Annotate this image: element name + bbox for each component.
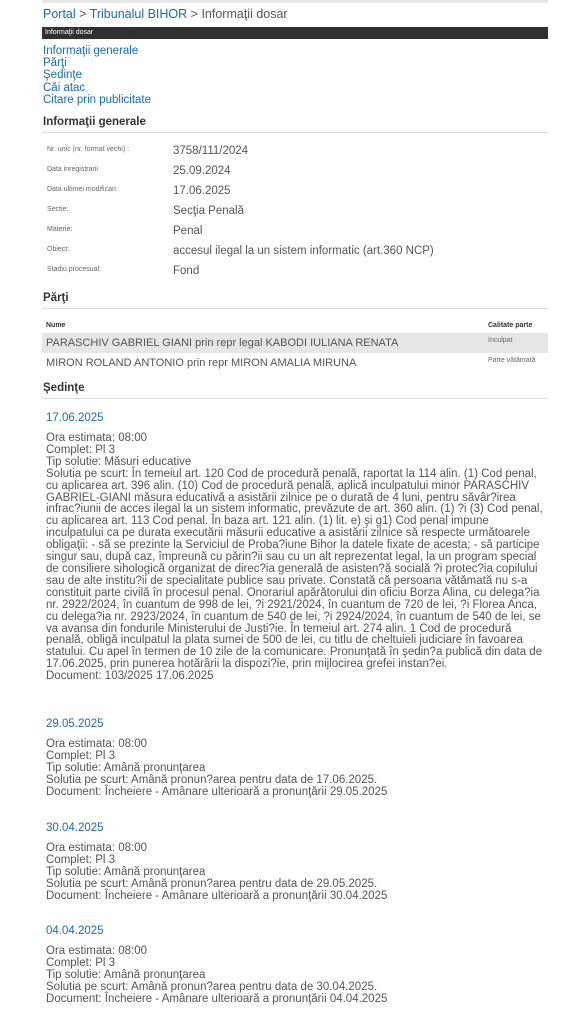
info-row-matter xyxy=(42,225,548,245)
hearing-date: 29.05.2025 xyxy=(46,718,104,730)
info-value: accesul ilegal la un sistem informatic (art.360 NCP) xyxy=(173,245,434,257)
info-row-procedural-stage xyxy=(42,265,548,285)
nav-link-hearings[interactable]: Şedinţe xyxy=(43,69,83,82)
info-row-last-modified xyxy=(42,185,548,205)
section-title-hearings: Şedinţe xyxy=(43,382,85,394)
party-name: PARASCHIV GABRIEL GIANI prin repr legal KABODI IULIANA RENATA xyxy=(46,337,399,349)
breadcrumb xyxy=(43,7,288,21)
party-role: Parte vătămată xyxy=(488,357,536,364)
info-value: 3758/111/2024 xyxy=(173,145,249,157)
hearing-date: 04.04.2025 xyxy=(46,925,104,937)
column-header-role: Calitate parte xyxy=(488,322,533,329)
breadcrumb-separator: > xyxy=(187,7,202,21)
hearing-date: 30.04.2025 xyxy=(46,822,104,834)
info-label: Data inregistrarii xyxy=(47,166,98,173)
hearing-document: Document: Încheiere - Amânare ulterioară a pronunţării 29.05.2025 xyxy=(46,785,388,798)
info-value: 17.06.2025 xyxy=(173,185,231,197)
info-value: Penal xyxy=(173,225,203,237)
breadcrumb-portal-link[interactable]: Portal xyxy=(43,7,76,21)
hearing-panel: Complet: Pl 3 xyxy=(46,956,116,969)
table-row xyxy=(42,333,548,353)
hearing-entry xyxy=(46,925,546,1006)
section-title-parties: Părţi xyxy=(43,292,69,304)
hearing-date: 17.06.2025 xyxy=(46,412,104,424)
party-name: MIRON ROLAND ANTONIO prin repr MIRON AMALIA MIRUNA xyxy=(46,357,357,369)
info-row-registration-date xyxy=(42,165,548,185)
hearing-document: Document: Încheiere - Amânare ulterioară a pronunţării 30.04.2025 xyxy=(46,889,388,902)
column-header-name: Nume xyxy=(46,322,66,329)
breadcrumb-separator: > xyxy=(75,7,90,21)
table-row xyxy=(42,353,548,373)
breadcrumb-court-link[interactable]: Tribunalul BIHOR xyxy=(89,7,188,21)
hearing-panel: Complet: Pl 3 xyxy=(46,853,116,866)
hearing-document: Document: 103/2025 17.06.2025 xyxy=(46,670,214,683)
panel-header: Informaţii dosar xyxy=(42,27,548,39)
hearing-entry xyxy=(46,412,546,683)
info-value: Secţia Penală xyxy=(173,205,244,217)
hearing-solution-summary: Solutia pe scurt: Amână pronun?area pentru data de 30.04.2025. xyxy=(46,980,378,993)
hearing-solution-type: Tip solutie: Măsuri educative xyxy=(46,455,192,468)
info-value: 25.09.2024 xyxy=(173,165,231,177)
info-label: Stadiu procesual: xyxy=(47,266,102,273)
hearing-time: Ora estimata: 08:00 xyxy=(46,842,147,854)
top-divider xyxy=(42,0,548,3)
hearing-solution-summary: Solutia pe scurt: Amână pronun?area pentru data de 17.06.2025. xyxy=(46,773,378,786)
section-divider xyxy=(42,132,548,133)
nav-link-public-summons[interactable]: Citare prin publicitate xyxy=(43,93,152,106)
info-value: Fond xyxy=(173,265,200,277)
hearing-entry xyxy=(46,822,546,903)
hearing-solution-type: Tip solutie: Amână pronunţarea xyxy=(46,865,206,878)
info-row-object xyxy=(42,245,548,265)
info-label: Obiect: xyxy=(47,246,70,253)
section-title-general-info: Informaţii generale xyxy=(43,116,146,128)
info-label: Materie: xyxy=(47,226,73,233)
hearing-time: Ora estimata: 08:00 xyxy=(46,432,147,444)
hearing-solution-type: Tip solutie: Amână pronunţarea xyxy=(46,761,206,774)
section-nav xyxy=(43,45,151,106)
nav-link-appeals[interactable]: Căi atac xyxy=(43,81,86,94)
hearing-entry xyxy=(46,718,546,799)
breadcrumb-current: Informaţii dosar xyxy=(201,7,288,21)
hearing-solution-summary: Solutia pe scurt: În temeiul art. 120 Cod de procedură penală, raportat la 114 alin. (1) Cod penal, cu aplicarea art. 396 alin. (10) Cod de procedură penală, aplică inculpatului minor PARASCHIV GABRIEL-GIANI măsura educativă a asistării zilnice pe o durată de 4 luni, pentru săvâr?irea infrac?iunii de acces ilegal la un sistem informatic, prevăzute de art. 360 alin. (1) ?i (3) Cod penal, cu aplicarea art. 113 Cod penal. În baza art. 121 alin. (1) lit. e) şi g1) Cod penal impune inculpatului ca pe durata executării măsurii educative a asistării zilnice să respecte următoarele obligaţii: - să se prezinte la Serviciul de Proba?iune Bihor la datele fixate de acesta; - să participe singur sau, după caz, împreună cu părin?ii sau cu un alt reprezentat legal, la un program special de consiliere sihologică organizat de direc?ia generală de asisten?ă socială ?i protec?ia copilului sau de alte institu?ii de specialitate publice sau private. Constată că persoana vătămată nu s-a constituit parte civilă în procesul penal. Onorariul apărătorului din oficiu Borza Alina, cu delega?ia nr. 2922/2024, în cuantum de 998 de lei, ?i 2921/2024, în cuantum de 720 de lei, ?i Florea Anca, cu delega?ia nr. 2923/2024, în cuantum de 540 de lei, ?i 2924/2024, în cuantum de 540 de lei, se va avansa din fondurile Ministerului de Justi?ie. În temeiul art. 274 alin. 1 Cod de procedură penală, obligă inculpatul la plata sumei de 500 de lei, cu titlu de cheltuieli judiciare în favoarea statului. Cu apel în termen de 10 zile de la comunicare. Pronunţată în şedin?a publică din data de 17.06.2025, prin punerea hotărârii la dispozi?ie, prin mijlocirea grefei instan?ei. xyxy=(46,467,543,671)
hearing-time: Ora estimata: 08:00 xyxy=(46,945,147,957)
info-label: Sectie: xyxy=(47,206,69,213)
hearing-panel: Complet: Pl 3 xyxy=(46,443,116,456)
section-divider xyxy=(42,398,548,399)
info-row-case-number xyxy=(42,145,548,165)
hearing-solution-summary: Solutia pe scurt: Amână pronun?area pentru data de 29.05.2025. xyxy=(46,877,378,890)
info-row-section xyxy=(42,205,548,225)
nav-link-parties[interactable]: Părţi xyxy=(43,57,67,70)
party-role: Inculpat xyxy=(488,337,513,344)
hearing-document: Document: Încheiere - Amânare ulterioară a pronunţării 04.04.2025 xyxy=(46,992,388,1005)
info-label: Nr. unic (nr. format vechi) : xyxy=(47,146,130,153)
hearing-time: Ora estimata: 08:00 xyxy=(46,738,147,750)
section-divider xyxy=(42,308,548,309)
hearing-panel: Complet: Pl 3 xyxy=(46,749,116,762)
parties-table-header xyxy=(42,319,548,332)
info-label: Data ultimei modificari: xyxy=(47,186,118,193)
nav-link-general-info[interactable]: Informaţii generale xyxy=(43,45,139,57)
hearing-solution-type: Tip solutie: Amână pronunţarea xyxy=(46,968,206,981)
